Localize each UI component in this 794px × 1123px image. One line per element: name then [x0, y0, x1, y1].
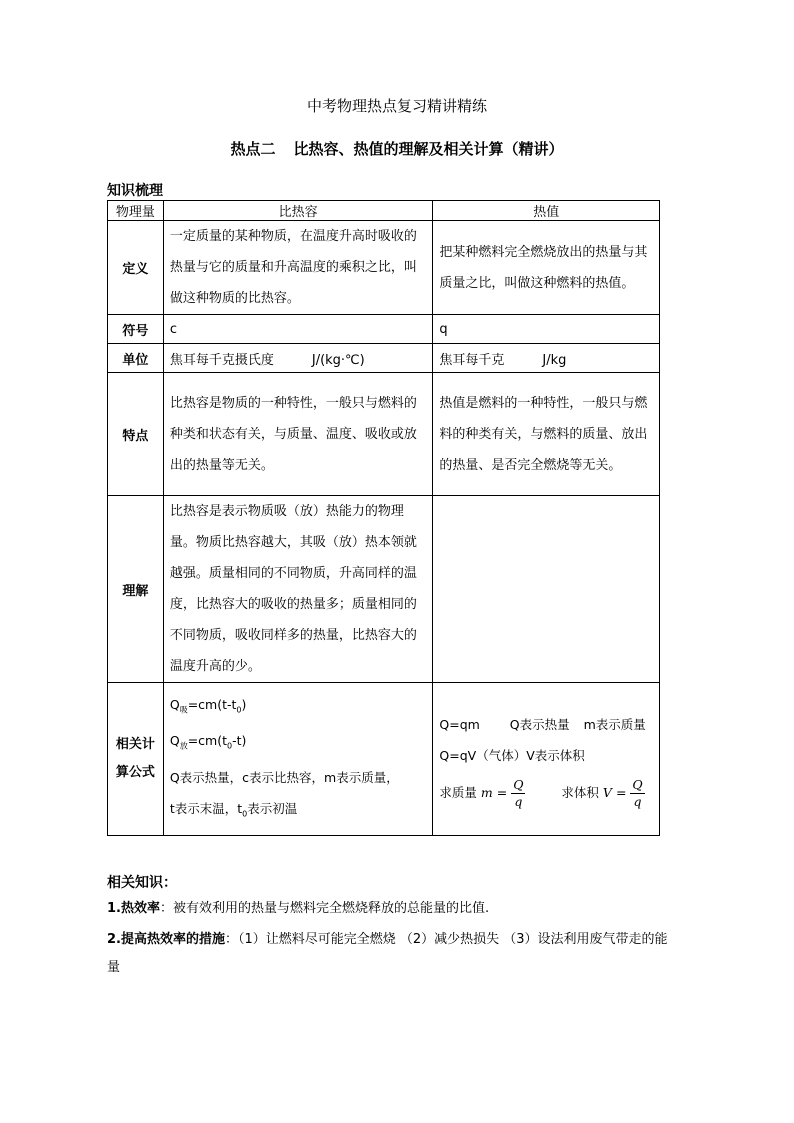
related-item-2-text: ：（1）让燃料尽可能完全燃烧 （2）减少热损失 （3）设法利用废气带走的能量	[107, 932, 668, 975]
document-subtitle	[0, 138, 794, 159]
related-heading: 相关知识：	[107, 875, 177, 891]
header-quantity: 物理量	[108, 201, 164, 221]
understanding-specific-heat: 比热容是表示物质吸（放）热能力的物理量。物质比热容越大，其吸（放）热本领就越强。质量相同的不同物质，升高同样的温度，比热容大的吸收的热量多；质量相同的不同物质，吸收同样多的热量，比热容大的温度升高的少。	[163, 496, 433, 683]
unit-heat-value-name: 焦耳每千克	[439, 352, 505, 368]
row-label-understanding: 理解	[108, 496, 164, 683]
related-item-1-text: ：被有效利用的热量与燃料完全燃烧释放的总能量的比值.	[159, 901, 490, 916]
understanding-heat-value	[433, 496, 660, 683]
unit-specific-heat	[163, 344, 433, 373]
knowledge-table	[107, 200, 660, 836]
formula-explain-2: t表示末温，$t_0$表示初温	[169, 800, 298, 819]
document-title: 中考物理热点复习精讲精练	[306, 97, 487, 115]
subtitle-topic-number: 热点二	[230, 140, 276, 158]
fraction-volume: $\frac{Q}{q}$	[632, 776, 643, 809]
table-row	[108, 683, 660, 836]
unit-specific-heat-name: 焦耳每千克摄氏度	[169, 352, 274, 368]
table-row	[108, 344, 660, 373]
table-row	[108, 221, 660, 315]
unit-specific-heat-symbol: J/(kg·℃)	[311, 352, 365, 368]
unit-heat-value	[433, 344, 660, 373]
formula-heat-value	[433, 683, 660, 836]
row-label-symbol: 符号	[108, 315, 164, 344]
feature-specific-heat: 比热容是物质的一种特性，一般只与燃料的种类和状态有关，与质量、温度、吸收或放出的热量等无关。	[163, 373, 433, 496]
table-header-row	[108, 201, 660, 221]
derive-mass-label: 求质量	[439, 784, 477, 800]
row-label-definition: 定义	[108, 221, 164, 315]
row-label-unit: 单位	[108, 344, 164, 373]
definition-heat-value: 把某种燃料完全燃烧放出的热量与其质量之比，叫做这种燃料的热值。	[433, 221, 660, 315]
formula-derived: 求质量 m = $\frac{Q}{q}$ 求体积 V = $\frac{Q}{q}$	[439, 776, 643, 809]
table-row	[108, 315, 660, 344]
formula-specific-heat	[163, 683, 433, 836]
related-item-1-label: 1.热效率	[107, 901, 160, 916]
related-item-2	[107, 926, 677, 982]
row-label-feature: 特点	[108, 373, 164, 496]
formula-explain-1: Q表示热量，c表示比热容，m表示质量，	[169, 769, 399, 785]
feature-heat-value: 热值是燃料的一种特性，一般只与燃料的种类有关，与燃料的质量、放出的热量、是否完全燃烧等无关。	[433, 373, 660, 496]
symbol-specific-heat: c	[163, 315, 433, 344]
fraction-mass: $\frac{Q}{q}$	[513, 776, 524, 809]
formula-absorb: $Q_吸=cm(t-t_0)$	[169, 696, 247, 715]
related-item-2-label: 2.提高热效率的措施	[107, 932, 225, 947]
symbol-heat-value: q	[433, 315, 660, 344]
formula-release: $Q_放=cm(t_0-t)$	[169, 733, 247, 751]
formula-heat-mass: Q=qm Q表示热量 m表示质量	[439, 716, 646, 732]
derive-volume-label: 求体积	[561, 784, 599, 800]
formula-heat-volume: Q=qV（气体）V表示体积	[439, 747, 585, 763]
table-row	[108, 496, 660, 683]
related-item-1	[107, 895, 677, 923]
unit-heat-value-symbol: J/kg	[542, 352, 567, 368]
header-heat-value: 热值	[433, 201, 660, 221]
section-heading: 知识梳理	[107, 183, 163, 199]
subtitle-topic-name: 比热容、热值的理解及相关计算（精讲）	[293, 140, 564, 158]
header-specific-heat: 比热容	[163, 201, 433, 221]
table-row	[108, 373, 660, 496]
definition-specific-heat: 一定质量的某种物质，在温度升高时吸收的热量与它的质量和升高温度的乘积之比，叫做这种物质的比热容。	[163, 221, 433, 315]
row-label-formula: 相关计算公式	[108, 683, 164, 836]
